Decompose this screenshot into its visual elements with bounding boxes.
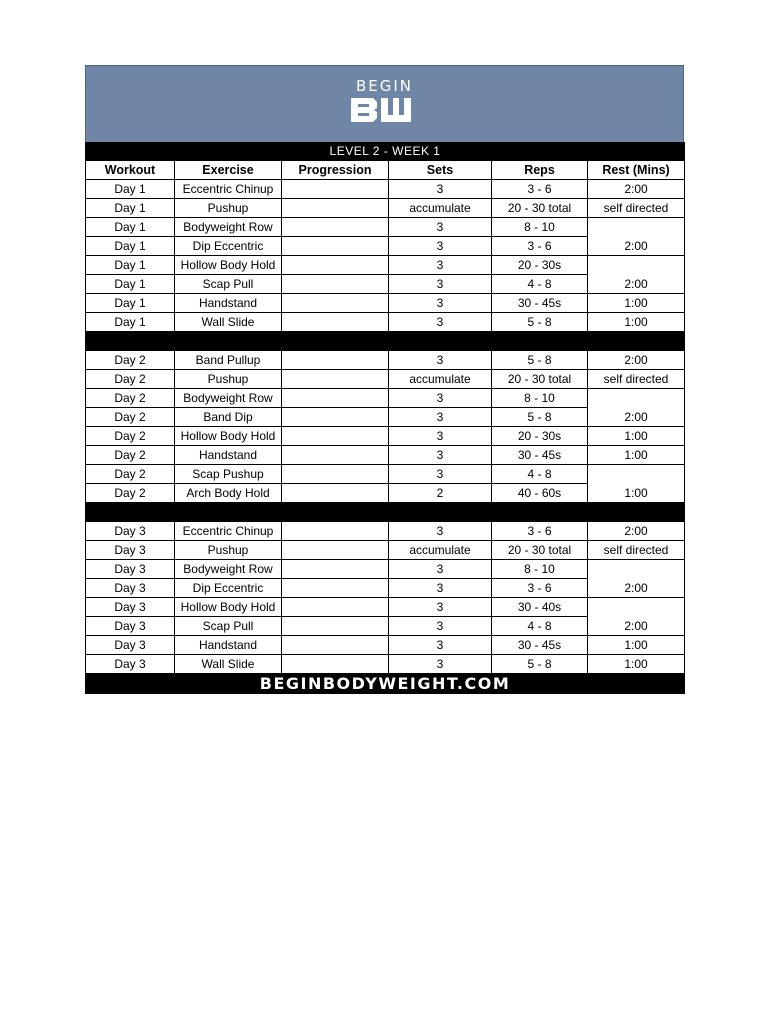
progression-cell[interactable]: [282, 427, 389, 446]
progression-cell[interactable]: [282, 617, 389, 636]
workout-cell: Day 1: [86, 237, 175, 256]
sets-cell: 3: [389, 180, 492, 199]
workout-cell: Day 3: [86, 655, 175, 674]
sets-cell: 3: [389, 427, 492, 446]
progression-cell[interactable]: [282, 408, 389, 427]
table-row: [86, 636, 685, 655]
workout-sheet: [85, 65, 684, 694]
table-row: [86, 294, 685, 313]
table-row: [86, 256, 685, 275]
table-row: [86, 541, 685, 560]
progression-cell[interactable]: [282, 237, 389, 256]
rest-cell: 2:00: [588, 351, 685, 370]
footer-website: BEGINBODYWEIGHT.COM: [86, 674, 685, 694]
table-row: [86, 370, 685, 389]
footer-row: [86, 674, 685, 694]
progression-cell[interactable]: [282, 256, 389, 275]
rest-cell: 1:00: [588, 655, 685, 674]
exercise-cell: Arch Body Hold: [175, 484, 282, 503]
day-separator-cell: [86, 332, 685, 351]
rest-cell: self directed: [588, 199, 685, 218]
table-row: [86, 180, 685, 199]
progression-cell[interactable]: [282, 598, 389, 617]
rest-cell: 2:00: [588, 389, 685, 427]
progression-cell[interactable]: [282, 180, 389, 199]
exercise-cell: Dip Eccentric: [175, 237, 282, 256]
rest-cell: self directed: [588, 370, 685, 389]
table-row: [86, 351, 685, 370]
reps-cell: 3 - 6: [492, 522, 588, 541]
rest-cell: 2:00: [588, 256, 685, 294]
rest-cell: 2:00: [588, 522, 685, 541]
exercise-cell: Dip Eccentric: [175, 579, 282, 598]
reps-cell: 3 - 6: [492, 579, 588, 598]
column-header-workout: Workout: [86, 161, 175, 180]
rest-cell: 1:00: [588, 294, 685, 313]
progression-cell[interactable]: [282, 541, 389, 560]
workout-cell: Day 1: [86, 294, 175, 313]
reps-cell: 4 - 8: [492, 465, 588, 484]
exercise-cell: Band Pullup: [175, 351, 282, 370]
exercise-cell: Hollow Body Hold: [175, 256, 282, 275]
progression-cell[interactable]: [282, 465, 389, 484]
table-row: [86, 560, 685, 579]
sets-cell: 3: [389, 313, 492, 332]
workout-table: [85, 142, 685, 694]
exercise-cell: Pushup: [175, 541, 282, 560]
progression-cell[interactable]: [282, 370, 389, 389]
progression-cell[interactable]: [282, 389, 389, 408]
reps-cell: 8 - 10: [492, 389, 588, 408]
workout-cell: Day 2: [86, 446, 175, 465]
table-row: [86, 465, 685, 484]
reps-cell: 5 - 8: [492, 351, 588, 370]
workout-cell: Day 3: [86, 560, 175, 579]
exercise-cell: Bodyweight Row: [175, 389, 282, 408]
reps-cell: 5 - 8: [492, 313, 588, 332]
progression-cell[interactable]: [282, 579, 389, 598]
reps-cell: 20 - 30s: [492, 256, 588, 275]
reps-cell: 3 - 6: [492, 237, 588, 256]
rest-cell: 2:00: [588, 560, 685, 598]
sets-cell: 2: [389, 484, 492, 503]
sets-cell: 3: [389, 351, 492, 370]
workout-cell: Day 3: [86, 598, 175, 617]
sets-cell: accumulate: [389, 199, 492, 218]
exercise-cell: Scap Pull: [175, 617, 282, 636]
table-row: [86, 389, 685, 408]
progression-cell[interactable]: [282, 218, 389, 237]
progression-cell[interactable]: [282, 351, 389, 370]
reps-cell: 30 - 45s: [492, 636, 588, 655]
workout-cell: Day 2: [86, 484, 175, 503]
sets-cell: accumulate: [389, 370, 492, 389]
workout-cell: Day 1: [86, 313, 175, 332]
reps-cell: 4 - 8: [492, 617, 588, 636]
workout-cell: Day 2: [86, 351, 175, 370]
level-title: LEVEL 2 - WEEK 1: [86, 143, 685, 161]
reps-cell: 3 - 6: [492, 180, 588, 199]
day-separator-cell: [86, 503, 685, 522]
sets-cell: 3: [389, 408, 492, 427]
reps-cell: 40 - 60s: [492, 484, 588, 503]
level-title-row: [86, 143, 685, 161]
rest-cell: 2:00: [588, 180, 685, 199]
sets-cell: 3: [389, 237, 492, 256]
reps-cell: 8 - 10: [492, 560, 588, 579]
exercise-cell: Handstand: [175, 294, 282, 313]
column-header-rest: Rest (Mins): [588, 161, 685, 180]
reps-cell: 20 - 30s: [492, 427, 588, 446]
workout-cell: Day 3: [86, 541, 175, 560]
progression-cell[interactable]: [282, 446, 389, 465]
workout-cell: Day 2: [86, 370, 175, 389]
day-separator: [86, 503, 685, 522]
exercise-cell: Bodyweight Row: [175, 560, 282, 579]
sets-cell: 3: [389, 560, 492, 579]
rest-cell: self directed: [588, 541, 685, 560]
progression-cell[interactable]: [282, 655, 389, 674]
exercise-cell: Wall Slide: [175, 313, 282, 332]
rest-cell: 1:00: [588, 427, 685, 446]
exercise-cell: Band Dip: [175, 408, 282, 427]
reps-cell: 4 - 8: [492, 275, 588, 294]
sets-cell: 3: [389, 275, 492, 294]
workout-cell: Day 1: [86, 199, 175, 218]
workout-cell: Day 3: [86, 522, 175, 541]
workout-cell: Day 1: [86, 218, 175, 237]
reps-cell: 20 - 30 total: [492, 199, 588, 218]
reps-cell: 30 - 40s: [492, 598, 588, 617]
sets-cell: 3: [389, 636, 492, 655]
sets-cell: 3: [389, 446, 492, 465]
sets-cell: 3: [389, 655, 492, 674]
table-row: [86, 427, 685, 446]
progression-cell[interactable]: [282, 484, 389, 503]
progression-cell[interactable]: [282, 636, 389, 655]
rest-cell: 1:00: [588, 446, 685, 465]
progression-cell[interactable]: [282, 294, 389, 313]
workout-cell: Day 3: [86, 579, 175, 598]
table-row: [86, 655, 685, 674]
workout-cell: Day 1: [86, 256, 175, 275]
table-row: [86, 313, 685, 332]
reps-cell: 30 - 45s: [492, 294, 588, 313]
sets-cell: 3: [389, 465, 492, 484]
header-row: [86, 161, 685, 180]
brand-logo: [349, 78, 421, 124]
workout-cell: Day 2: [86, 408, 175, 427]
rest-cell: 1:00: [588, 636, 685, 655]
exercise-cell: Eccentric Chinup: [175, 522, 282, 541]
progression-cell[interactable]: [282, 275, 389, 294]
workout-cell: Day 3: [86, 617, 175, 636]
brand-banner: [85, 65, 684, 142]
table-row: [86, 522, 685, 541]
workout-cell: Day 2: [86, 427, 175, 446]
rest-cell: 1:00: [588, 313, 685, 332]
column-header-sets: Sets: [389, 161, 492, 180]
sets-cell: 3: [389, 389, 492, 408]
brand-logo-top: BEGIN: [355, 77, 414, 95]
reps-cell: 8 - 10: [492, 218, 588, 237]
table-row: [86, 199, 685, 218]
exercise-cell: Scap Pushup: [175, 465, 282, 484]
workout-cell: Day 1: [86, 275, 175, 294]
exercise-cell: Eccentric Chinup: [175, 180, 282, 199]
day-separator: [86, 332, 685, 351]
exercise-cell: Handstand: [175, 636, 282, 655]
workout-cell: Day 3: [86, 636, 175, 655]
exercise-cell: Wall Slide: [175, 655, 282, 674]
rest-cell: 1:00: [588, 465, 685, 503]
exercise-cell: Hollow Body Hold: [175, 427, 282, 446]
exercise-cell: Pushup: [175, 199, 282, 218]
table-row: [86, 598, 685, 617]
bw-logo-mark: [349, 96, 421, 124]
workout-cell: Day 2: [86, 465, 175, 484]
column-header-reps: Reps: [492, 161, 588, 180]
reps-cell: 5 - 8: [492, 408, 588, 427]
rest-cell: 2:00: [588, 598, 685, 636]
table-row: [86, 446, 685, 465]
workout-cell: Day 1: [86, 180, 175, 199]
progression-cell[interactable]: [282, 560, 389, 579]
sets-cell: 3: [389, 218, 492, 237]
table-row: [86, 218, 685, 237]
column-header-exercise: Exercise: [175, 161, 282, 180]
reps-cell: 20 - 30 total: [492, 370, 588, 389]
sets-cell: 3: [389, 579, 492, 598]
exercise-cell: Scap Pull: [175, 275, 282, 294]
sets-cell: 3: [389, 294, 492, 313]
progression-cell[interactable]: [282, 313, 389, 332]
progression-cell[interactable]: [282, 522, 389, 541]
sets-cell: accumulate: [389, 541, 492, 560]
sets-cell: 3: [389, 522, 492, 541]
exercise-cell: Handstand: [175, 446, 282, 465]
reps-cell: 5 - 8: [492, 655, 588, 674]
reps-cell: 30 - 45s: [492, 446, 588, 465]
sets-cell: 3: [389, 598, 492, 617]
reps-cell: 20 - 30 total: [492, 541, 588, 560]
rest-cell: 2:00: [588, 218, 685, 256]
exercise-cell: Bodyweight Row: [175, 218, 282, 237]
progression-cell[interactable]: [282, 199, 389, 218]
exercise-cell: Pushup: [175, 370, 282, 389]
sets-cell: 3: [389, 617, 492, 636]
exercise-cell: Hollow Body Hold: [175, 598, 282, 617]
column-header-progression: Progression: [282, 161, 389, 180]
workout-cell: Day 2: [86, 389, 175, 408]
sets-cell: 3: [389, 256, 492, 275]
